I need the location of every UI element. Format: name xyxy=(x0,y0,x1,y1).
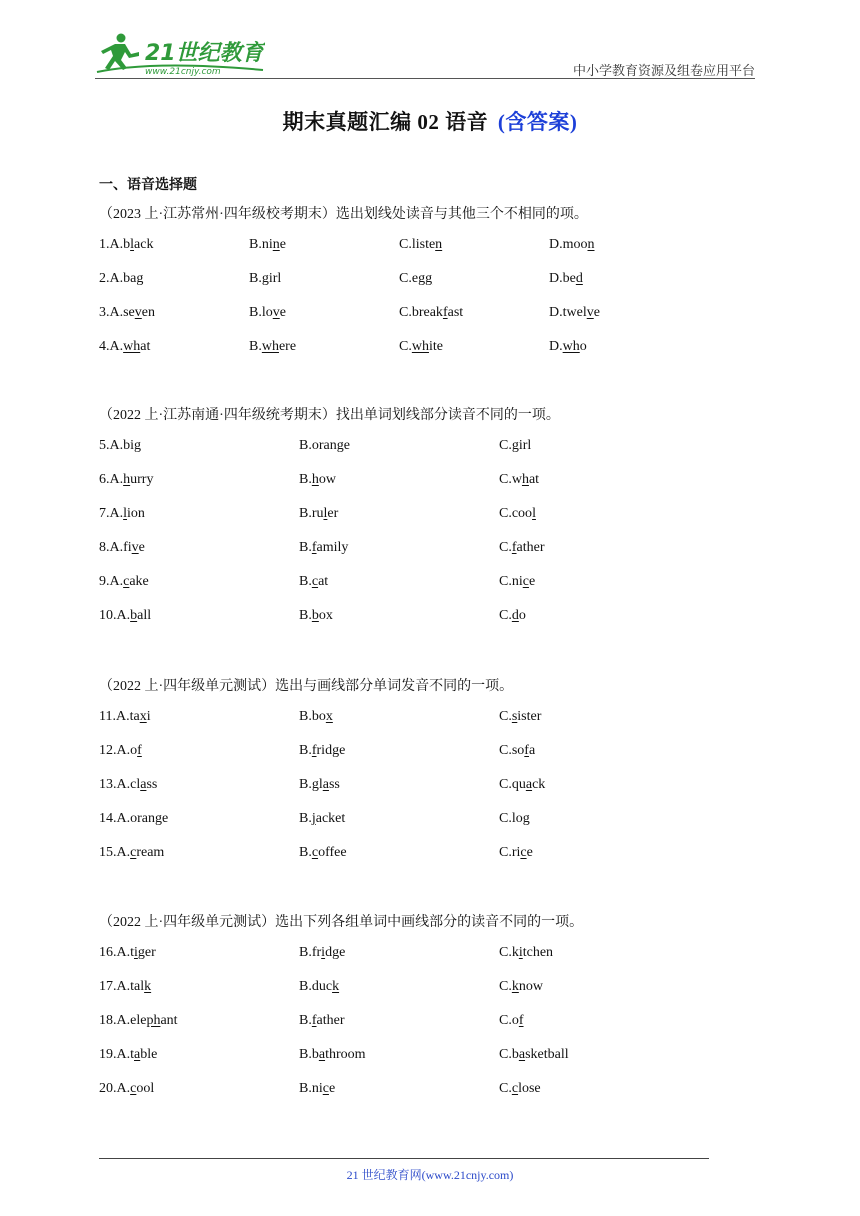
underlined-part: x xyxy=(325,709,333,724)
underlined-part: g xyxy=(336,438,344,453)
question-row xyxy=(99,506,719,526)
option-c[interactable]: C.sofa xyxy=(499,743,536,758)
logo-text: 21世纪教育 xyxy=(145,41,264,66)
option-c[interactable]: C.of xyxy=(499,1013,524,1028)
option-a[interactable]: 5.A.big xyxy=(99,438,141,453)
underlined-part: a xyxy=(525,777,533,792)
group-instruction: （2022 上·江苏南通·四年级统考期末）找出单词划线部分读音不同的一项。 xyxy=(99,408,560,423)
underlined-part: b xyxy=(130,608,138,623)
question-row xyxy=(99,305,719,325)
option-c[interactable]: C.quack xyxy=(499,777,546,792)
option-a[interactable]: 9.A.cake xyxy=(99,574,149,589)
group-instruction: （2023 上·江苏常州·四年级校考期末）选出划线处读音与其他三个不相同的项。 xyxy=(99,207,588,222)
option-b[interactable]: B.love xyxy=(249,305,286,320)
underlined-part: j xyxy=(311,811,316,826)
underlined-part: k xyxy=(511,979,519,994)
option-c[interactable]: C.sister xyxy=(499,709,542,724)
option-c[interactable]: C.father xyxy=(499,540,545,555)
underlined-part: x xyxy=(139,709,147,724)
option-c[interactable]: C.nice xyxy=(499,574,536,589)
underlined-part: wh xyxy=(411,339,429,354)
option-a[interactable]: 4.A.what xyxy=(99,339,151,354)
underlined-part: a xyxy=(134,1047,141,1062)
underlined-part: ph xyxy=(146,1013,161,1028)
underlined-part: g xyxy=(511,438,519,453)
option-a[interactable]: 18.A.elephant xyxy=(99,1013,178,1028)
underlined-part: f xyxy=(311,743,317,758)
underlined-part: a xyxy=(322,777,329,792)
underlined-part: c xyxy=(130,1081,137,1096)
option-b[interactable]: B.ruler xyxy=(299,506,339,521)
question-row xyxy=(99,540,719,560)
option-b[interactable]: B.cat xyxy=(299,574,329,589)
option-c[interactable]: C.cool xyxy=(499,506,536,521)
option-c[interactable]: C.rice xyxy=(499,845,533,860)
option-c[interactable]: C.breakfast xyxy=(399,305,464,320)
underlined-part: gg xyxy=(418,271,433,286)
option-b[interactable]: B.bathroom xyxy=(299,1047,366,1062)
option-c[interactable]: C.log xyxy=(499,811,530,826)
header-divider xyxy=(95,78,755,79)
underlined-part: c xyxy=(311,574,319,589)
underlined-part: l xyxy=(532,506,536,521)
logo-url-text: www.21cnjy.com xyxy=(145,67,221,77)
underlined-part: d xyxy=(575,271,583,286)
option-a[interactable]: 10.A.ball xyxy=(99,608,152,623)
question-row xyxy=(99,339,719,359)
underlined-part: c xyxy=(511,1081,519,1096)
question-row xyxy=(99,743,719,763)
option-d[interactable]: D.twelve xyxy=(549,305,600,320)
header-platform-text: 中小学教育资源及组卷应用平台 xyxy=(572,63,755,78)
option-a[interactable]: 15.A.cream xyxy=(99,845,165,860)
option-a[interactable]: 16.A.tiger xyxy=(99,945,156,960)
question-row xyxy=(99,271,719,291)
underlined-part: h xyxy=(123,472,131,487)
underlined-part: i xyxy=(518,945,523,960)
title-answer-tag: (含答案) xyxy=(497,110,578,134)
option-a[interactable]: 20.A.cool xyxy=(99,1081,155,1096)
question-row xyxy=(99,1047,719,1067)
underlined-part: i xyxy=(134,945,138,960)
underlined-part: f xyxy=(442,305,448,320)
underlined-part: n xyxy=(272,237,280,252)
option-a[interactable]: 19.A.table xyxy=(99,1047,158,1062)
option-b[interactable]: B.coffee xyxy=(299,845,347,860)
underlined-part: n xyxy=(587,237,595,252)
option-b[interactable]: B.nine xyxy=(249,237,286,252)
option-b[interactable]: B.how xyxy=(299,472,336,487)
option-a[interactable]: 8.A.five xyxy=(99,540,145,555)
underlined-part: f xyxy=(311,540,317,555)
footer-divider xyxy=(99,1158,709,1159)
option-b[interactable]: B.fridge xyxy=(299,945,346,960)
option-a[interactable]: 6.A.hurry xyxy=(99,472,154,487)
underlined-part: f xyxy=(518,1013,524,1028)
underlined-part: c xyxy=(520,845,527,860)
question-row xyxy=(99,574,719,594)
underlined-part: f xyxy=(511,540,517,555)
option-c[interactable]: C.do xyxy=(499,608,526,623)
option-c[interactable]: C.egg xyxy=(399,271,433,286)
underlined-part: h xyxy=(311,472,319,487)
underlined-part: f xyxy=(311,1013,317,1028)
option-d[interactable]: D.bed xyxy=(549,271,583,286)
option-a[interactable]: 1.A.black xyxy=(99,237,154,252)
question-row xyxy=(99,811,719,831)
option-b[interactable]: B.orange xyxy=(299,438,350,453)
underlined-part: i xyxy=(321,945,326,960)
underlined-part: c xyxy=(311,845,319,860)
underlined-part: v xyxy=(131,540,139,555)
underlined-part: k xyxy=(144,979,152,994)
option-b[interactable]: B.family xyxy=(299,540,349,555)
underlined-part: l xyxy=(130,237,135,252)
underlined-part: g xyxy=(134,438,141,453)
question-row xyxy=(99,237,719,257)
question-row xyxy=(99,845,719,865)
underlined-part: v xyxy=(586,305,594,320)
underlined-part: s xyxy=(511,709,518,724)
option-a[interactable]: 3.A.seven xyxy=(99,305,155,320)
option-b[interactable]: B.where xyxy=(249,339,297,354)
underlined-part: a xyxy=(318,1047,326,1062)
option-c[interactable]: C.what xyxy=(499,472,540,487)
underlined-part: n xyxy=(435,237,443,252)
option-b[interactable]: B.duck xyxy=(299,979,340,994)
underlined-part: c xyxy=(322,1081,329,1096)
option-b[interactable]: B.fridge xyxy=(299,743,346,758)
underlined-part: v xyxy=(134,305,142,320)
question-row xyxy=(99,1081,719,1101)
question-row xyxy=(99,608,719,628)
underlined-part: l xyxy=(323,506,328,521)
footer-text: 21 世纪教育网(www.21cnjy.com) xyxy=(346,1168,514,1182)
underlined-part: c xyxy=(123,574,130,589)
underlined-part: a xyxy=(518,1047,526,1062)
section-heading: 一、语音选择题 xyxy=(99,178,197,193)
option-c[interactable]: C.listen xyxy=(399,237,443,252)
option-a[interactable]: 11.A.taxi xyxy=(99,709,151,724)
group-instruction: （2022 上·四年级单元测试）选出与画线部分单词发音不同的一项。 xyxy=(99,679,514,694)
option-a[interactable]: 17.A.talk xyxy=(99,979,152,994)
option-c[interactable]: C.girl xyxy=(499,438,532,453)
group-instruction: （2022 上·四年级单元测试）选出下列各组单词中画线部分的读音不同的一项。 xyxy=(99,915,584,930)
underlined-part: b xyxy=(311,608,319,623)
option-a[interactable]: 13.A.class xyxy=(99,777,158,792)
page-title xyxy=(0,106,860,136)
option-b[interactable]: B.father xyxy=(299,1013,345,1028)
option-c[interactable]: C.know xyxy=(499,979,543,994)
underlined-part: g xyxy=(522,811,530,826)
option-d[interactable]: D.moon xyxy=(549,237,595,252)
underlined-part: c xyxy=(522,574,529,589)
option-a[interactable]: 12.A.of xyxy=(99,743,142,758)
option-c[interactable]: C.kitchen xyxy=(499,945,554,960)
question-row xyxy=(99,979,719,999)
underlined-part: c xyxy=(130,845,137,860)
option-b[interactable]: B.box xyxy=(299,709,333,724)
underlined-part: f xyxy=(137,743,142,758)
option-b[interactable]: B.box xyxy=(299,608,333,623)
title-main: 期末真题汇编 02 语音 xyxy=(282,110,494,134)
underlined-part: l xyxy=(123,506,128,521)
underlined-part: a xyxy=(140,777,147,792)
option-b[interactable]: B.glass xyxy=(299,777,340,792)
logo-21cnjy-icon xyxy=(95,30,265,78)
underlined-part: k xyxy=(332,979,340,994)
question-row xyxy=(99,777,719,797)
option-b[interactable]: B.jacket xyxy=(299,811,346,826)
option-d[interactable]: D.who xyxy=(549,339,587,354)
underlined-part: f xyxy=(524,743,529,758)
option-c[interactable]: C.basketball xyxy=(499,1047,569,1062)
question-row xyxy=(99,1013,719,1033)
question-row xyxy=(99,438,719,458)
option-a[interactable]: 14.A.orange xyxy=(99,811,169,826)
question-row xyxy=(99,709,719,729)
option-b[interactable]: B.girl xyxy=(249,271,282,286)
underlined-part: wh xyxy=(261,339,279,354)
page-header xyxy=(95,30,755,80)
option-c[interactable]: C.close xyxy=(499,1081,541,1096)
option-a[interactable]: 7.A.lion xyxy=(99,506,145,521)
option-a[interactable]: 2.A.bag xyxy=(99,271,144,286)
option-b[interactable]: B.nice xyxy=(299,1081,336,1096)
underlined-part: wh xyxy=(123,339,141,354)
underlined-part: v xyxy=(272,305,280,320)
underlined-part: d xyxy=(511,608,519,623)
underlined-part: g xyxy=(261,271,269,286)
question-row xyxy=(99,472,719,492)
underlined-part: wh xyxy=(562,339,580,354)
underlined-part: g xyxy=(136,271,144,286)
underlined-part: h xyxy=(521,472,529,487)
option-c[interactable]: C.white xyxy=(399,339,443,354)
question-row xyxy=(99,945,719,965)
